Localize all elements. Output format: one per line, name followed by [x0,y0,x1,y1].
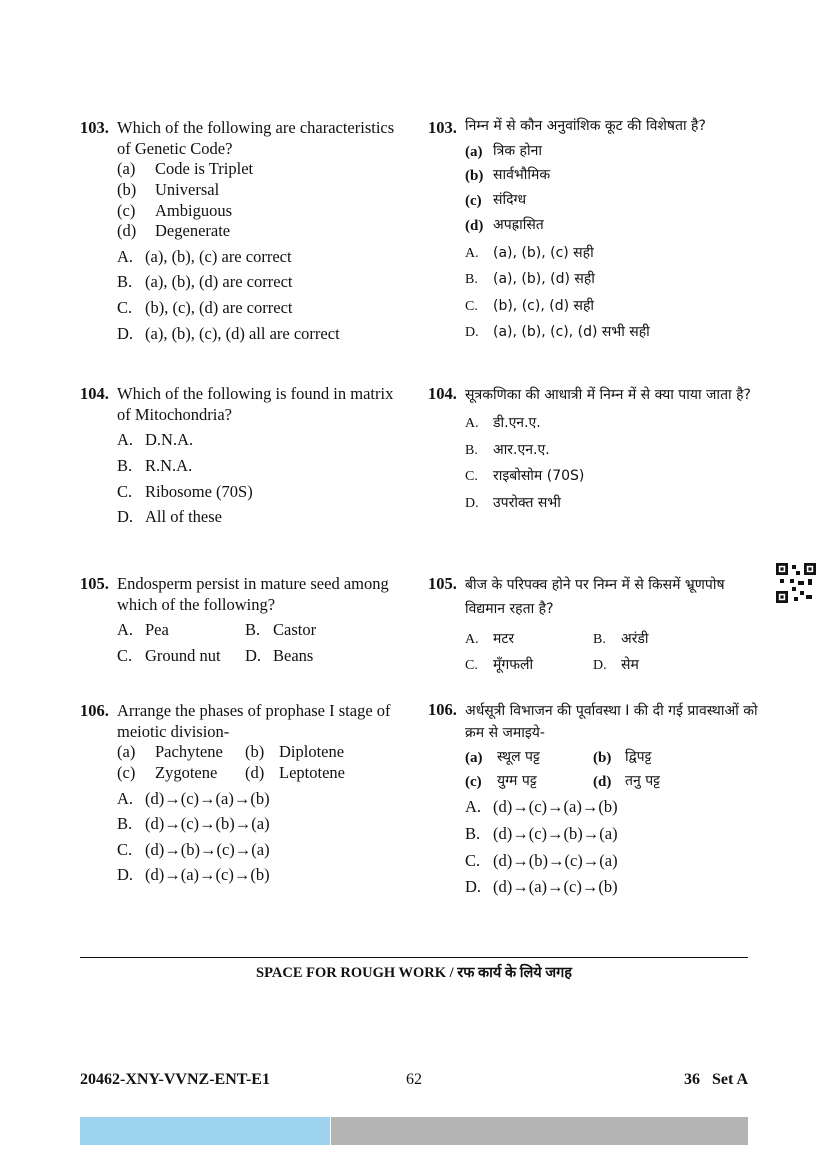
statement-item: (c) संदिग्ध [465,192,527,210]
option-b: B. अरंडी [593,630,649,647]
question-number: 104. [428,384,457,403]
option-a: A. डी.एन.ए. [465,415,541,432]
question-106-en [80,701,410,886]
statement-item: (b) Diplotene [245,742,345,762]
statement-item: (c) Zygotene [117,762,218,782]
statement-item: (d) Leptotene [245,762,345,782]
statement-item: (a) Pachytene [117,742,223,762]
answer-options [117,247,410,345]
option-a: A. Pea [117,620,169,640]
option-d: D. (d)→(a)→(c)→(b) [117,865,270,885]
statement-item: (b) Universal [117,179,220,199]
statement-item: (a) Code is Triplet [117,159,254,179]
page-number: 62 [406,1071,422,1088]
statement-item: (a) त्रिक होना [465,142,543,160]
rough-work-label: SPACE FOR ROUGH WORK / रफ कार्य के लिये जगह [256,965,572,981]
option-a: A. D.N.A. [117,430,194,450]
option-a: A. (d)→(c)→(a)→(b) [117,788,270,808]
option-b: B. (a), (b), (d) are correct [117,272,293,292]
statement-item: (c) Ambiguous [117,200,233,220]
answer-options [465,797,758,898]
question-103-hi [428,118,758,342]
statement-item: (a) स्थूल पट्ट [465,748,540,766]
option-c: C. मूँगफली [465,657,534,674]
option-c: C. Ground nut [117,645,221,665]
option-d: D. (d)→(a)→(c)→(b) [465,877,618,897]
option-a: A. (d)→(c)→(a)→(b) [465,797,618,817]
option-c: C. (d)→(b)→(c)→(a) [465,850,618,870]
question-number: 106. [428,700,457,719]
answer-options [465,245,758,342]
footer-bar-grey [331,1117,748,1145]
option-d: D. (a), (b), (c), (d) all are correct [117,323,340,343]
answer-options [117,430,410,528]
option-b: B. Castor [245,620,317,640]
question-number: 104. [80,384,109,403]
footer-bar-blue [80,1117,330,1145]
booklet-code: 20462-XNY-VVNZ-ENT-E1 [80,1071,270,1088]
statement-list [117,742,410,783]
option-d: D. Beans [245,645,314,665]
answer-options [117,620,410,666]
question-104-hi [428,384,758,512]
option-c: C. (b), (c), (d) are correct [117,298,293,317]
statement-list [117,159,410,242]
question-text: Which of the following are characteristics of Genetic Code? [117,118,395,158]
question-number: 103. [80,118,109,137]
option-c: C. Ribosome (70S) [117,481,253,501]
question-number: 105. [80,574,109,593]
question-text: Which of the following is found in matrix of Mitochondria? [117,384,394,424]
question-number: 106. [80,701,109,720]
question-text: Endosperm persist in mature seed among which of the following? [117,574,389,614]
qr-code-icon [776,563,816,603]
option-b: B. (d)→(c)→(b)→(a) [117,814,270,834]
separator-line [80,957,748,958]
option-a: A. मटर [465,630,515,647]
answer-options [117,789,410,887]
option-b: B. (a), (b), (d) सही [465,271,595,288]
option-d: D. सेम [593,657,639,674]
question-text: अर्धसूत्री विभाजन की पूर्वावस्था I की दी गई प्रावस्थाओं को क्रम से जमाइये- [465,703,758,742]
question-103-en [80,118,410,344]
question-text: निम्न में से कौन अनुवांशिक कूट की विशेषता है? [465,118,706,134]
statement-item: (d) अपह्रासित [465,216,544,234]
option-c: C. (d)→(b)→(c)→(a) [117,839,270,859]
statement-item: (b) द्विपट्ट [593,748,652,766]
question-number: 105. [428,574,457,593]
statement-list [465,143,758,236]
option-a: A. (a), (b), (c) सही [465,244,594,261]
option-b: B. R.N.A. [117,455,193,475]
answer-options [465,631,758,675]
question-text: Arrange the phases of prophase I stage of meiotic division- [117,701,391,741]
option-b: B. (d)→(c)→(b)→(a) [465,823,618,843]
option-d: D. All of these [117,507,222,527]
set-label: 36 Set A [684,1071,748,1088]
option-c: C. राइबोसोम (70S) [465,468,585,485]
question-105-en [80,574,410,667]
question-text: सूत्रकणिका की आधात्री में निम्न में से क्या पाया जाता है? [465,387,751,403]
statement-item: (d) तनु पट्ट [593,772,660,790]
answer-options [465,415,758,512]
option-b: B. आर.एन.ए. [465,441,550,458]
option-d: D. (a), (b), (c), (d) सभी सही [465,324,650,341]
question-text: बीज के परिपक्व होने पर निम्न में से किसमें भ्रूणपोष विद्यमान रहता है? [465,577,725,617]
option-c: C. (b), (c), (d) सही [465,297,595,314]
question-105-hi [428,574,758,675]
statement-item: (d) Degenerate [117,221,231,241]
statement-item: (b) सार्वभौमिक [465,167,551,185]
option-d: D. उपरोक्त सभी [465,494,561,511]
question-104-en [80,384,410,528]
statement-item: (c) युग्म पट्ट [465,772,537,790]
option-a: A. (a), (b), (c) are correct [117,246,292,266]
statement-list [465,749,758,792]
question-106-hi [428,700,758,898]
question-number: 103. [428,118,457,137]
